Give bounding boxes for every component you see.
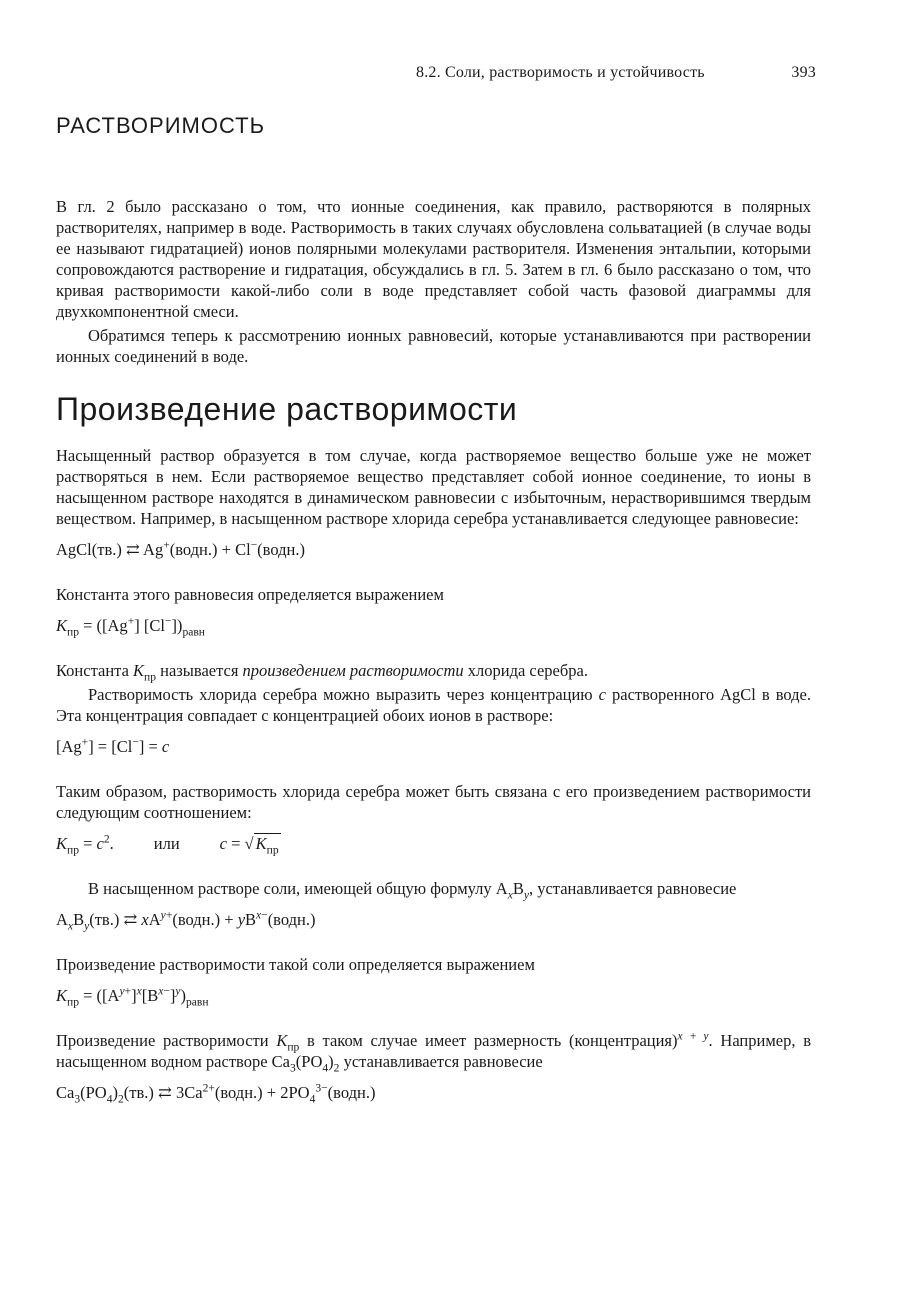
text-fragment: Растворимость хлорида серебра можно выразить через концентрацию [88,685,593,704]
text-fragment: В насыщенном растворе соли, имеющей общую формулу [88,879,492,898]
paragraph-constant-expression: Константа этого равновесия определяется выражением [56,585,444,604]
text-fragment: растворенного AgCl в воде. Эта концентрация совпадает с концентрацией обоих ионов в растворе: [56,685,812,725]
paragraph-dimension: Произведение растворимости $K_{пр}$ в таком случае имеет размерность (концентрация)$^{x + y}$. Например, в насыщенном водном растворе $Ca_3(PO_4)_2$ устанавливается равновесие [56,1030,811,1075]
c-symbol: c [96,834,104,853]
or-word: или [153,834,180,853]
section-caption: РАСТВОРИМОСТЬ [56,113,266,138]
ravn-subscript: равн [182,626,205,639]
k-subscript: пр [67,626,79,639]
k-symbol: K [56,986,68,1005]
paragraph-saturated-solution: Насыщенный раствор образуется в том случае, когда растворяемое вещество больше уже не может растворяться в нем. Если растворяемое вещество представляет собой ионное соединение, то ионы в насыщенном растворе находятся в динамическом равновесии с избыточным, нерастворившимся твердым веществом. Например, в насыщенном растворе хлорида серебра устанавливается следующее равновесие: [56,446,811,528]
text-fragment: Произведение растворимости [56,1031,269,1050]
text-fragment: устанавливается равновесие [537,879,737,898]
c-symbol: c [219,834,227,853]
k-subscript: пр [67,996,79,1009]
paragraph-general-formula: В насыщенном растворе соли, имеющей общую формулу $A_xB_y$, устанавливается равновесие [88,879,737,902]
intro-paragraph-2: Обратимся теперь к рассмотрению ионных равновесий, которые устанавливаются при растворении ионных соединений в воде. [56,326,811,366]
running-title: 8.2. Соли, растворимость и устойчивость [416,64,705,81]
c-symbol: c [161,737,170,756]
k-subscript: пр [67,844,79,857]
k-symbol: K [255,834,267,853]
k-subscript: пр [266,844,279,857]
equation-ion-concentrations: [Ag+] = [Cl−] = c [56,736,170,756]
k-symbol: K [56,616,68,635]
equation-ksp-general: $K_{пр} = ([A^{y+}]^x[B^{x-}]^y)_{равн}$ [56,985,209,1009]
section-heading: Произведение растворимости [56,391,518,427]
term-italic: произведением растворимости [242,661,464,680]
paragraph-ksp-definition [56,660,811,684]
k-subscript: пр [144,671,156,684]
text-fragment: . Например, в насыщенном водном растворе [56,1031,811,1071]
text-fragment: устанавливается равновесие [343,1052,543,1071]
page-number: 393 [791,64,816,81]
k-symbol: K [56,834,68,853]
k-subscript: пр [287,1041,300,1054]
k-symbol: K [133,661,145,680]
equation-calcium-phosphate: $Ca_3(PO_4)_2(тв.)$ ⇄ $3Ca^{2+}(водн.)$ + $2PO_4^{3-}(водн.)$ [56,1082,376,1106]
text-fragment: называется [160,661,239,680]
equation-agcl-equilibrium: AgCl(тв.) ⇄ Ag+(водн.) + Cl−(водн.) [56,539,305,559]
text-fragment: Константа [56,661,129,680]
equation-axby-equilibrium: $A_xB_y(тв.)$ ⇄ $xA^{y+}(водн.)$ + $yB^{x-}(водн.)$ [56,909,316,933]
equation-ksp-agcl: $K_{пр} = ([Ag^+]$ $[Cl^-])_{равн}$ [56,615,205,639]
paragraph-general-ksp: Произведение растворимости такой соли определяется выражением [56,955,535,974]
equation-ksp-c-relation: $K_{пр} = c^2$. или c = √ $K_{пр}$ [56,833,279,857]
dimension-exponent: x + y [677,1030,709,1043]
k-symbol: K [276,1031,288,1050]
ravn-subscript: равн [186,996,209,1009]
text-fragment: хлорида серебра. [467,661,588,680]
text-fragment: в таком случае имеет размерность (концентрация) [307,1031,678,1050]
page-body [56,196,811,1127]
sqrt-radicand [254,833,281,857]
paragraph-relation: Таким образом, растворимость хлорида серебра может быть связана с его произведением растворимости следующим соотношением: [56,782,811,822]
intro-paragraph-1: В гл. 2 было рассказано о том, что ионные соединения, как правило, растворяются в полярных растворителях, например в воде. Растворимость в таких случаях обусловлена сольватацией (в случае воды ее называют гидратацией) ионов полярными молекулами растворителя. Изменения энтальпии, которыми сопровождаются растворение и гидратация, обсуждались в гл. 5. Затем в гл. 6 было рассказано о том, что кривая растворимости какой-либо соли в воде представляет собой часть фазовой диаграммы для двухкомпонентной смеси. [56,197,811,321]
paragraph-solubility-concentration [56,684,811,726]
c-symbol: c [598,685,606,704]
